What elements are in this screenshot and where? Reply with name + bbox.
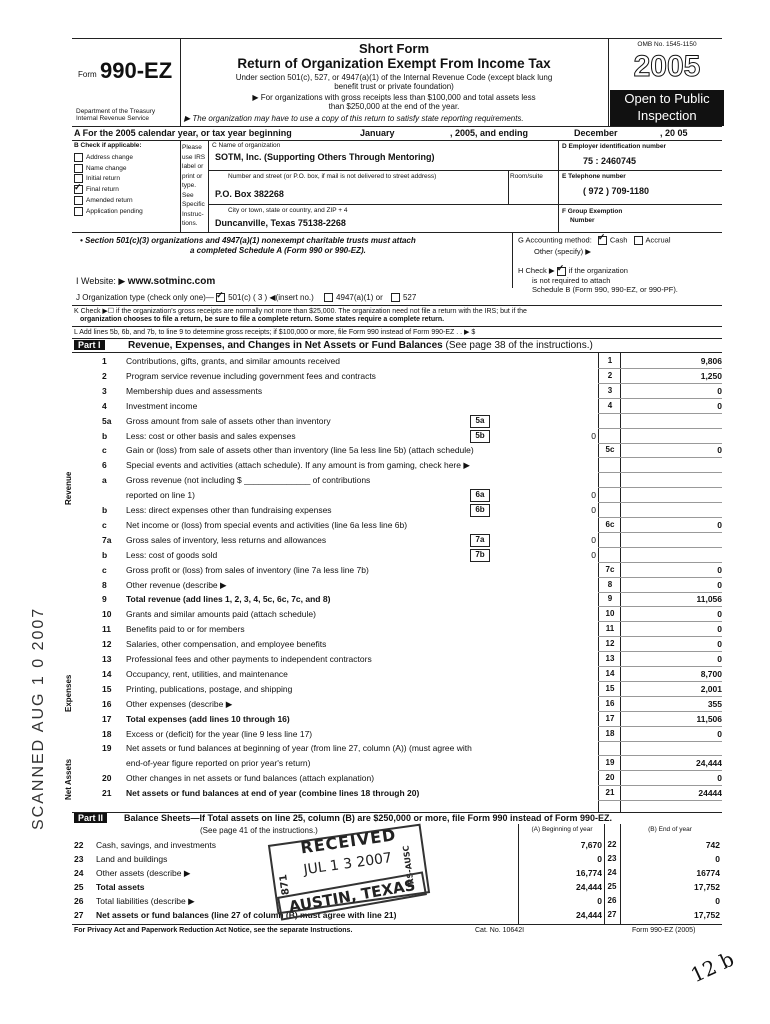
line-rule: [598, 547, 722, 548]
line-rule: [598, 785, 722, 786]
bs-end-value[interactable]: 742: [705, 840, 720, 850]
4947-checkbox[interactable]: [324, 293, 333, 302]
room-divider: [508, 170, 509, 204]
line-number: 11: [102, 624, 111, 634]
bs-line-box: 22: [607, 840, 617, 849]
name-change[interactable]: Name change: [74, 164, 143, 175]
bs-begin-value[interactable]: 16,774: [576, 868, 602, 878]
line-number: c: [102, 565, 107, 575]
line-box-label: 14: [605, 669, 615, 678]
line-rule: [598, 636, 722, 637]
bs-line-description: Net assets or fund balances (line 27 of column (B) must agree with line 21): [96, 910, 397, 920]
line-rule: [598, 800, 722, 801]
line-description: Net assets or fund balances at end of year (combine lines 18 through 20): [126, 788, 420, 798]
line-number: 16: [102, 699, 112, 709]
line-rule: [598, 666, 722, 667]
line-amount[interactable]: 2,001: [700, 684, 722, 694]
sub-line-value[interactable]: 0: [591, 431, 596, 441]
line-description: Gross sales of inventory, less returns and allowances: [126, 535, 327, 545]
accrual-checkbox[interactable]: [634, 236, 643, 245]
line-k-1: K Check ▶☐ if the organization's gross receipts are normally not more than $25,000. The organization need not file a return with the IRS; but if the: [74, 308, 527, 315]
sub-line-value[interactable]: 0: [591, 505, 596, 515]
line-amount[interactable]: 0: [717, 773, 722, 783]
bs-line-description: Other assets (describe ▶: [96, 868, 191, 878]
schedule-b-checkbox[interactable]: [557, 267, 566, 276]
line-box-label: 6c: [605, 520, 615, 529]
line-a-label: A For the 2005 calendar year, or tax year beginning: [74, 128, 292, 138]
line-rule: [598, 592, 722, 593]
line-box-label: 17: [605, 714, 615, 723]
line-h: H Check ▶ ✓ if the organization is not required to attach Schedule B (Form 990, 990-EZ, or 990-PF).: [518, 266, 678, 295]
line-amount[interactable]: 11,506: [696, 714, 722, 724]
sub-line-box: 5a: [470, 415, 490, 428]
received-date: JUL 1 3 2007: [302, 850, 393, 879]
line-description: Total expenses (add lines 10 through 16): [126, 714, 290, 724]
line-rule: [598, 651, 722, 652]
street-label: Number and street (or P.O. box, if mail is not delivered to street address): [228, 173, 437, 180]
line-amount[interactable]: 11,056: [696, 594, 722, 604]
527-checkbox[interactable]: [391, 293, 400, 302]
g-divider: [512, 232, 513, 288]
applicable-checklist: [74, 153, 143, 217]
line-l: L Add lines 5b, 6b, and 7b, to line 9 to determine gross receipts; if $100,000 or more, file Form 990 instead of Form 990-EZ . . ▶ $: [74, 329, 476, 336]
part2-see: (See page 41 of the instructions.): [200, 826, 318, 835]
line-number: a: [102, 475, 107, 485]
line-rule: [598, 711, 722, 712]
header-bottom-rule: [72, 126, 722, 127]
line-amount[interactable]: 24444: [698, 788, 722, 798]
header-divider-right: [608, 38, 609, 126]
line-box-label: 3: [607, 386, 613, 395]
line-rule: [598, 562, 722, 563]
line-amount[interactable]: 0: [717, 445, 722, 455]
sub-line-box: 7b: [470, 549, 490, 562]
line-number: 4: [102, 401, 107, 411]
bs-line-number: 25: [74, 882, 84, 892]
501c-checkbox[interactable]: [216, 293, 225, 302]
bs-line-box: 27: [607, 910, 617, 919]
line-amount[interactable]: 0: [717, 729, 722, 739]
sec501-note-2: a completed Schedule A (Form 990 or 990-EZ).: [190, 246, 366, 255]
line-rule: [598, 577, 722, 578]
line-box-label: 13: [605, 654, 615, 663]
line-description: Occupancy, rent, utilities, and maintenance: [126, 669, 288, 679]
line-description: Benefits paid to or for members: [126, 624, 245, 634]
line-box-label: 20: [605, 773, 615, 782]
bs-line-number: 26: [74, 896, 84, 906]
bs-line-number: 24: [74, 868, 84, 878]
line-rule: [598, 502, 722, 503]
line-number: 9: [102, 594, 107, 604]
tax-year-begin[interactable]: January: [360, 128, 395, 138]
col-b-header: (B) End of year: [648, 826, 692, 833]
room-label: Room/suite: [510, 173, 543, 180]
line-box-label: 19: [605, 758, 615, 767]
org-name[interactable]: SOTM, Inc. (Supporting Others Through Mentoring): [215, 152, 435, 162]
sub-line-box: 6a: [470, 489, 490, 502]
line-number: 17: [102, 714, 112, 724]
top-rule: [72, 38, 722, 39]
line-description: Salaries, other compensation, and employee benefits: [126, 639, 327, 649]
line-rule: [598, 487, 722, 488]
tax-year-end[interactable]: December: [574, 128, 618, 138]
bs-line-box: 23: [607, 854, 617, 863]
form-subtitle-3: ▶ For organizations with gross receipts less than $100,000 and total assets less: [252, 93, 536, 102]
rule-j: [72, 305, 722, 306]
form-title: Return of Organization Exempt From Income Tax: [237, 56, 551, 71]
rule-org-name: [208, 170, 558, 171]
line-number: 2: [102, 371, 107, 381]
line-description: Printing, publications, postage, and shipping: [126, 684, 293, 694]
line-number: 8: [102, 580, 107, 590]
dept-treasury: Department of the Treasury: [76, 108, 156, 115]
bs-begin-value[interactable]: 0: [597, 854, 602, 864]
line-amount[interactable]: 0: [717, 654, 722, 664]
bs-line-box: 26: [607, 896, 617, 905]
please-print-column: Please use IRS label or print or type. See Specific Instruc- tions.: [182, 144, 206, 227]
line-description: reported on line 1): [126, 490, 195, 500]
sub-line-box: 5b: [470, 430, 490, 443]
rule-ein: [558, 170, 722, 171]
website-row: I Website: ▶ www.sotminc.com: [76, 276, 216, 287]
line-number: 7a: [102, 535, 112, 545]
line-rule: [598, 741, 722, 742]
linebox-divider: [598, 352, 599, 812]
line-rule: [598, 755, 722, 756]
line-number: 21: [102, 788, 112, 798]
line-box-label: 18: [605, 729, 615, 738]
final-return-checkbox[interactable]: [74, 185, 83, 194]
line-amount[interactable]: 1,250: [700, 371, 722, 381]
line-amount[interactable]: 8,700: [700, 669, 722, 679]
line-box-label: 16: [605, 699, 615, 708]
amended-return-checkbox[interactable]: [74, 196, 83, 205]
part2-title: Balance Sheets—If Total assets on line 25, column (B) are $250,000 or more, file Form 990 instead of Form 990-EZ.: [124, 813, 612, 823]
line-rule: [598, 681, 722, 682]
value-divider: [620, 352, 621, 812]
line-amount[interactable]: 0: [717, 609, 722, 619]
please-divider-left: [180, 140, 181, 232]
ein-label: D Employer identification number: [562, 143, 667, 150]
phone-value[interactable]: ( 972 ) 709-1180: [583, 186, 650, 196]
line-box-label: 8: [607, 580, 613, 589]
line-box-label: 15: [605, 684, 615, 693]
sub-line-value[interactable]: 0: [591, 550, 596, 560]
line-box-label: 9: [607, 594, 613, 603]
cash-checkbox[interactable]: [598, 236, 607, 245]
tax-year: 2005: [633, 50, 701, 83]
bs-end-value[interactable]: 16774: [696, 868, 720, 878]
line-rule: [598, 770, 722, 771]
line-rule: [598, 413, 722, 414]
line-description: Gross profit or (loss) from sales of inventory (line 7a less line 7b): [126, 565, 369, 575]
footer-form: Form 990-EZ (2005): [632, 927, 696, 934]
line-amount[interactable]: 0: [717, 565, 722, 575]
line-description: Investment income: [126, 401, 198, 411]
address-change-checkbox[interactable]: [74, 153, 83, 162]
line-box-label: 10: [605, 609, 615, 618]
line-number: 13: [102, 654, 112, 664]
line-number: 15: [102, 684, 112, 694]
name-change-checkbox[interactable]: [74, 164, 83, 173]
bs-line-box: 25: [607, 882, 617, 891]
handwritten-note: 12 b: [687, 946, 738, 988]
org-name-label: C Name of organization: [212, 142, 281, 149]
final-return[interactable]: ✓Final return: [74, 185, 143, 196]
website-value[interactable]: www.sotminc.com: [127, 276, 216, 287]
rule-b: [72, 232, 722, 233]
line-description: Total revenue (add lines 1, 2, 3, 4, 5c, 6c, 7c, and 8): [126, 594, 331, 604]
line-box-label: 7c: [605, 565, 615, 574]
org-type-row: J Organization type (check only one)— ✓ 501(c) ( 3 ) ◀(insert no.) 4947(a)(1) or 527: [76, 293, 416, 303]
line-number: b: [102, 431, 108, 441]
line-box-label: 12: [605, 639, 615, 648]
footer-privacy: For Privacy Act and Paperwork Reduction Act Notice, see the separate Instructions.: [74, 927, 353, 934]
scanned-stamp: SCANNED AUG 1 0 2007: [30, 606, 47, 830]
form-subtitle-5: ▶ The organization may have to use a copy of this return to satisfy state reporting requirements.: [184, 114, 524, 123]
line-number: 3: [102, 386, 107, 396]
line-box-label: 5c: [605, 445, 615, 454]
bs-end-value[interactable]: 17,752: [694, 910, 720, 920]
group-number-label: Number: [570, 217, 595, 224]
rule-l: [72, 338, 722, 339]
rule-k: [72, 326, 722, 327]
line-rule: [598, 532, 722, 533]
part1-title: Revenue, Expenses, and Changes in Net Assets or Fund Balances (See page 38 of the instructions.): [128, 340, 593, 351]
footer-cat: Cat. No. 10642I: [475, 927, 525, 934]
line-description: end-of-year figure reported on prior year's return): [126, 758, 311, 768]
line-rule: [598, 621, 722, 622]
address-change[interactable]: Address change: [74, 153, 143, 164]
bs-line-box: 24: [607, 868, 617, 877]
line-amount[interactable]: 0: [717, 639, 722, 649]
line-number: 12: [102, 639, 112, 649]
group-exemption-label: F Group Exemption: [562, 208, 623, 215]
line-description: Gross revenue (not including $ ______________ of contributions: [126, 475, 371, 485]
rule-street: [208, 204, 558, 205]
form-subtitle-1: Under section 501(c), 527, or 4947(a)(1) of the Internal Revenue Code (except black lung: [235, 73, 553, 82]
line-rule: [598, 517, 722, 518]
line-description: Contributions, gifts, grants, and similar amounts received: [126, 356, 341, 366]
bs-line-description: Land and buildings: [96, 854, 168, 864]
sub-line-box: 7a: [470, 534, 490, 547]
line-number: 5a: [102, 416, 112, 426]
line-description: Net income or (loss) from special events and activities (line 6a less line 6b): [126, 520, 408, 530]
inspection: Inspection: [637, 108, 697, 123]
rule-phone: [558, 204, 722, 205]
bs-line-number: 27: [74, 910, 84, 920]
bs-end-value[interactable]: 17,752: [694, 882, 720, 892]
open-inspection-box: [610, 90, 724, 126]
received-irs: IRS-AUSC: [401, 844, 417, 889]
side-net-assets: Net Assets: [64, 758, 73, 800]
line-number: c: [102, 520, 107, 530]
line-description: Less: cost of goods sold: [126, 550, 218, 560]
line-box-label: 2: [607, 371, 613, 380]
sub-line-value[interactable]: 0: [591, 535, 596, 545]
line-description: Professional fees and other payments to independent contractors: [126, 654, 372, 664]
col-b-divider: [620, 824, 621, 924]
line-rule: [598, 606, 722, 607]
bs-begin-value[interactable]: 24,444: [576, 882, 602, 892]
line-rule: [598, 428, 722, 429]
sub-line-box: 6b: [470, 504, 490, 517]
form-subtitle-2: benefit trust or private foundation): [334, 82, 454, 91]
line-description: Other revenue (describe ▶: [126, 580, 227, 590]
initial-return[interactable]: Initial return: [74, 174, 143, 185]
line-description: Excess or (deficit) for the year (line 9 less line 17): [126, 729, 313, 739]
header-divider-left: [180, 38, 181, 126]
sub-line-value[interactable]: 0: [591, 490, 596, 500]
line-number: 20: [102, 773, 112, 783]
line-rule: [598, 696, 722, 697]
part2-label: Part II: [74, 813, 107, 823]
line-description: Gain or (loss) from sale of assets other than inventory (line 5a less line 5b) (attach schedule): [126, 445, 474, 455]
line-number: 1: [102, 356, 107, 366]
tax-year-end-year: , 20 05: [660, 128, 688, 138]
line-number: 10: [102, 609, 112, 619]
bs-begin-value[interactable]: 24,444: [576, 910, 602, 920]
austin-stamp: AUSTIN, TEXAS: [277, 871, 427, 920]
line-amount[interactable]: 0: [717, 580, 722, 590]
received-text: RECEIVED: [299, 825, 398, 858]
bs-end-value[interactable]: 0: [715, 896, 720, 906]
line-description: Program service revenue including government fees and contracts: [126, 371, 376, 381]
accounting-method: G Accounting method: ✓ Cash Accrual: [518, 236, 671, 245]
bs-line-description: Total assets: [96, 882, 145, 892]
omb-number: OMB No. 1545-1150: [637, 41, 697, 48]
line-box-label: 11: [605, 624, 615, 633]
line-rule: [598, 368, 722, 369]
line-rule: [598, 726, 722, 727]
line-amount[interactable]: 24,444: [696, 758, 722, 768]
line-description: Net assets or fund balances at beginning of year (from line 27, column (A)) (must agree with: [126, 743, 472, 753]
form-number: 990-EZ: [100, 58, 173, 83]
bs-line-description: Cash, savings, and investments: [96, 840, 217, 850]
line-number: 18: [102, 729, 112, 739]
line-number: 14: [102, 669, 112, 679]
line-a-mid: , 2005, and ending: [450, 128, 529, 138]
sec501-note-1: • Section 501(c)(3) organizations and 4947(a)(1) nonexempt charitable trusts must attach: [80, 236, 416, 245]
line-number: 6: [102, 460, 107, 470]
city-label: City or town, state or country, and ZIP + 4: [228, 207, 348, 214]
line-description: Other changes in net assets or fund balances (attach explanation): [126, 773, 375, 783]
rule-part1: [72, 352, 722, 353]
line-description: Gross amount from sale of assets other than inventory: [126, 416, 331, 426]
line-rule: [598, 443, 722, 444]
street-address[interactable]: P.O. Box 382268: [215, 189, 284, 199]
line-box-label: 4: [607, 401, 613, 410]
ein-value[interactable]: 75 : 2460745: [583, 156, 637, 166]
line-rule: [598, 398, 722, 399]
other-method: Other (specify) ▶: [534, 247, 592, 256]
received-code: 871: [278, 873, 292, 896]
bs-end-value[interactable]: 0: [715, 854, 720, 864]
line-amount[interactable]: 0: [717, 386, 722, 396]
bs-line-number: 22: [74, 840, 84, 850]
line-k-2: organization chooses to file a return, be sure to file a complete return. Some states require a complete return.: [80, 316, 445, 323]
line-description: Special events and activities (attach schedule). If any amount is from gaming, check here ▶: [126, 460, 470, 470]
rule-part2-bottom: [72, 924, 722, 925]
line-amount[interactable]: 0: [717, 624, 722, 634]
line-amount[interactable]: 0: [717, 520, 722, 530]
rule-a: [72, 140, 722, 141]
open-public: Open to Public: [624, 91, 710, 106]
line-description: Less: direct expenses other than fundraising expenses: [126, 505, 332, 515]
right-col-divider: [558, 140, 559, 232]
line-amount[interactable]: 9,806: [700, 356, 722, 366]
line-rule: [598, 383, 722, 384]
line-description: Other expenses (describe ▶: [126, 699, 233, 709]
line-number: c: [102, 445, 107, 455]
bs-line-description: Total liabilities (describe ▶: [96, 896, 195, 906]
please-divider-right: [208, 140, 209, 232]
line-description: Less: cost or other basis and sales expenses: [126, 431, 296, 441]
line-description: Grants and similar amounts paid (attach schedule): [126, 609, 316, 619]
form-word: Form: [78, 70, 97, 79]
form-title-short: Short Form: [358, 41, 430, 56]
side-revenue: Revenue: [64, 471, 73, 505]
line-amount[interactable]: 0: [717, 401, 722, 411]
application-pending[interactable]: Application pending: [74, 207, 143, 218]
phone-label: E Telephone number: [562, 173, 626, 180]
line-number: 19: [102, 743, 112, 753]
line-rule: [598, 457, 722, 458]
line-box-label: 21: [605, 788, 615, 797]
irs-name: Internal Revenue Service: [76, 115, 149, 122]
line-number: b: [102, 550, 108, 560]
bs-line-number: 23: [74, 854, 84, 864]
bs-begin-value[interactable]: 0: [597, 896, 602, 906]
amended-return[interactable]: Amended return: [74, 196, 143, 207]
line-box-label: 1: [607, 356, 613, 365]
city-state-zip[interactable]: Duncanville, Texas 75138-2268: [215, 218, 346, 228]
bs-begin-value[interactable]: 7,670: [580, 840, 602, 850]
form-subtitle-4: than $250,000 at the end of the year.: [328, 102, 460, 111]
line-description: Membership dues and assessments: [126, 386, 263, 396]
col-a-divider: [518, 824, 519, 924]
part1-label: Part I: [74, 340, 105, 350]
line-number: b: [102, 505, 108, 515]
col-a-header: (A) Beginning of year: [531, 826, 593, 833]
application-pending-checkbox[interactable]: [74, 207, 83, 216]
side-expenses: Expenses: [64, 674, 73, 712]
line-rule: [598, 472, 722, 473]
check-applicable-label: B Check if applicable:: [74, 142, 142, 149]
line-amount[interactable]: 355: [707, 699, 722, 709]
